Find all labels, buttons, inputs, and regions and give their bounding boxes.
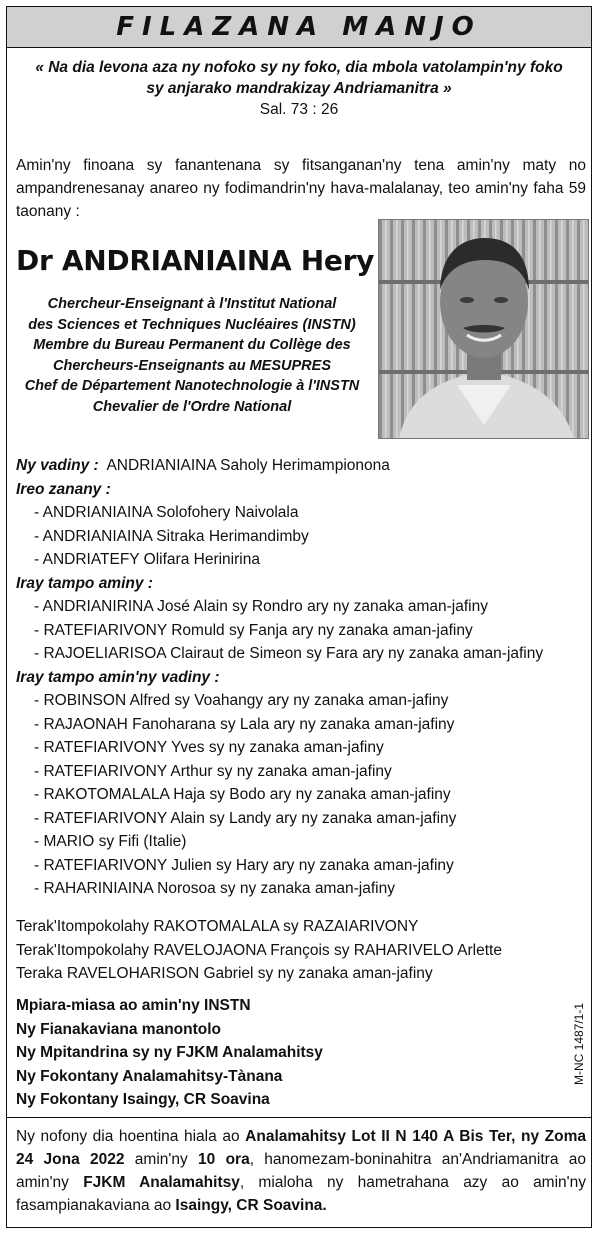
- funeral-details: [16, 1125, 586, 1217]
- spouse-sibling-item: - RATEFIARIVONY Alain sy Landy ary ny zanaka aman-jafiny: [34, 809, 457, 827]
- child-item: - ANDRIANIAINA Sitraka Herimandimby: [34, 527, 309, 545]
- deceased-name: Dr ANDRIANIAINA Hery: [16, 244, 375, 277]
- title-line: Chef de Département Nanotechnologie à l'INSTN: [24, 378, 360, 394]
- spouse-siblings-label: Iray tampo amin'ny vadiny :: [16, 668, 220, 686]
- title-line: des Sciences et Techniques Nucléaires (INSTN): [28, 316, 356, 333]
- burial-place: Isaingy, CR Soavina.: [175, 1197, 327, 1214]
- spouse-row: [16, 454, 591, 478]
- title-line: Chercheurs-Enseignants au MESUPRES: [53, 357, 331, 374]
- sibling-item: - RAJOELIARISOA Clairaut de Simeon sy Fara ary ny zanaka aman-jafiny: [34, 645, 544, 662]
- title-line: Chercheur-Enseignant à l'Institut National: [47, 296, 337, 312]
- spouse-sibling-item: - RATEFIARIVONY Arthur sy ny zanaka aman-jafiny: [34, 762, 392, 780]
- child-item: - ANDRIANIAINA Solofohery Naivolala: [34, 504, 299, 521]
- title-line: Chevalier de l'Ordre National: [92, 398, 292, 415]
- deceased-titles: [7, 294, 377, 417]
- children-label: Ireo zanany :: [16, 480, 111, 498]
- spouse-label: Ny vadiny :: [16, 457, 99, 474]
- verse-reference: Sal. 73 : 26: [259, 101, 339, 118]
- bible-verse: [7, 57, 591, 120]
- verse-quote-line-1: « Na dia levona aza ny nofoko sy ny foko, dia mbola vatolampin'ny foko: [35, 59, 563, 76]
- spouse-name: ANDRIANIAINA Saholy Herimampionona: [106, 457, 390, 474]
- group-line: Ny Fokontany Isaingy, CR Soavina: [16, 1091, 270, 1108]
- group-line: Mpiara-miasa ao amin'ny INSTN: [16, 997, 251, 1014]
- relatives-list: [16, 915, 591, 986]
- title-line: Membre du Bureau Permanent du Collège des: [33, 337, 351, 353]
- divider-line: [7, 1117, 591, 1118]
- spouse-sibling-item: - MARIO sy Fifi (Italie): [34, 833, 187, 850]
- funeral-text: Ny nofony dia hoentina hiala ao: [16, 1128, 246, 1145]
- intro-paragraph: Amin'ny finoana sy fanantenana sy fitsanganan'ny tena amin'ny maty no ampandrenesanay anareo ny fodimandrin'ny hava-malalanay, teo amin'ny faha 59 taonany :: [16, 157, 586, 220]
- funeral-text: , hanomezam-boninahitra an'Andriamanitra ao amin'ny: [16, 1151, 586, 1191]
- funeral-text: , mialoha ny hametrahana azy ao amin'ny fasampianakaviana ao: [16, 1174, 586, 1214]
- reference-code: M-NC 1487/1-1: [572, 1002, 586, 1086]
- relative-line: Terak'Itompokolahy RAVELOJAONA François sy RAHARIVELO Arlette: [16, 941, 502, 959]
- funeral-address: Analamahitsy Lot II N 140 A Bis Ter, ny Zoma 24 Jona 2022: [16, 1128, 587, 1168]
- group-line: Ny Mpitandrina sy ny FJKM Analamahitsy: [16, 1044, 323, 1061]
- verse-quote-line-2: sy anjarako mandrakizay Andriamanitra »: [146, 80, 452, 97]
- spouse-sibling-item: - RAHARINIAINA Norosoa sy ny zanaka aman-jafiny: [34, 880, 395, 897]
- spouse-sibling-item: - RAKOTOMALALA Haja sy Bodo ary ny zanaka aman-jafiny: [34, 786, 451, 803]
- siblings-label: Iray tampo aminy :: [16, 574, 153, 592]
- sibling-item: - ANDRIANIRINA José Alain sy Rondro ary ny zanaka aman-jafiny: [34, 598, 488, 615]
- obituary-notice: [6, 6, 592, 1228]
- sibling-item: - RATEFIARIVONY Romuld sy Fanja ary ny zanaka aman-jafiny: [34, 621, 473, 639]
- spouse-sibling-item: - RATEFIARIVONY Julien sy Hary ary ny zanaka aman-jafiny: [34, 856, 454, 874]
- header-title: FILAZANA MANJO: [116, 12, 482, 42]
- funeral-church: FJKM Analamahitsy: [83, 1174, 240, 1191]
- header-bar: [7, 7, 591, 48]
- relative-line: Terak'Itompokolahy RAKOTOMALALA sy RAZAIARIVONY: [16, 918, 419, 935]
- portrait-photo: [378, 219, 589, 439]
- groups-list: [16, 994, 536, 1112]
- spouse-sibling-item: - RAJAONAH Fanoharana sy Lala ary ny zanaka aman-jafiny: [34, 715, 455, 733]
- spouse-sibling-item: - RATEFIARIVONY Yves sy ny zanaka aman-jafiny: [34, 739, 384, 756]
- family-list: [16, 454, 591, 901]
- funeral-text: amin'ny: [124, 1151, 199, 1168]
- funeral-time: 10 ora: [198, 1151, 250, 1168]
- group-line: Ny Fokontany Analamahitsy-Tànana: [16, 1067, 283, 1085]
- relative-line: Teraka RAVELOHARISON Gabriel sy ny zanaka aman-jafiny: [16, 965, 433, 982]
- child-item: - ANDRIATEFY Olifara Herinirina: [34, 551, 260, 568]
- group-line: Ny Fianakaviana manontolo: [16, 1020, 221, 1038]
- spouse-sibling-item: - ROBINSON Alfred sy Voahangy ary ny zanaka aman-jafiny: [34, 692, 449, 709]
